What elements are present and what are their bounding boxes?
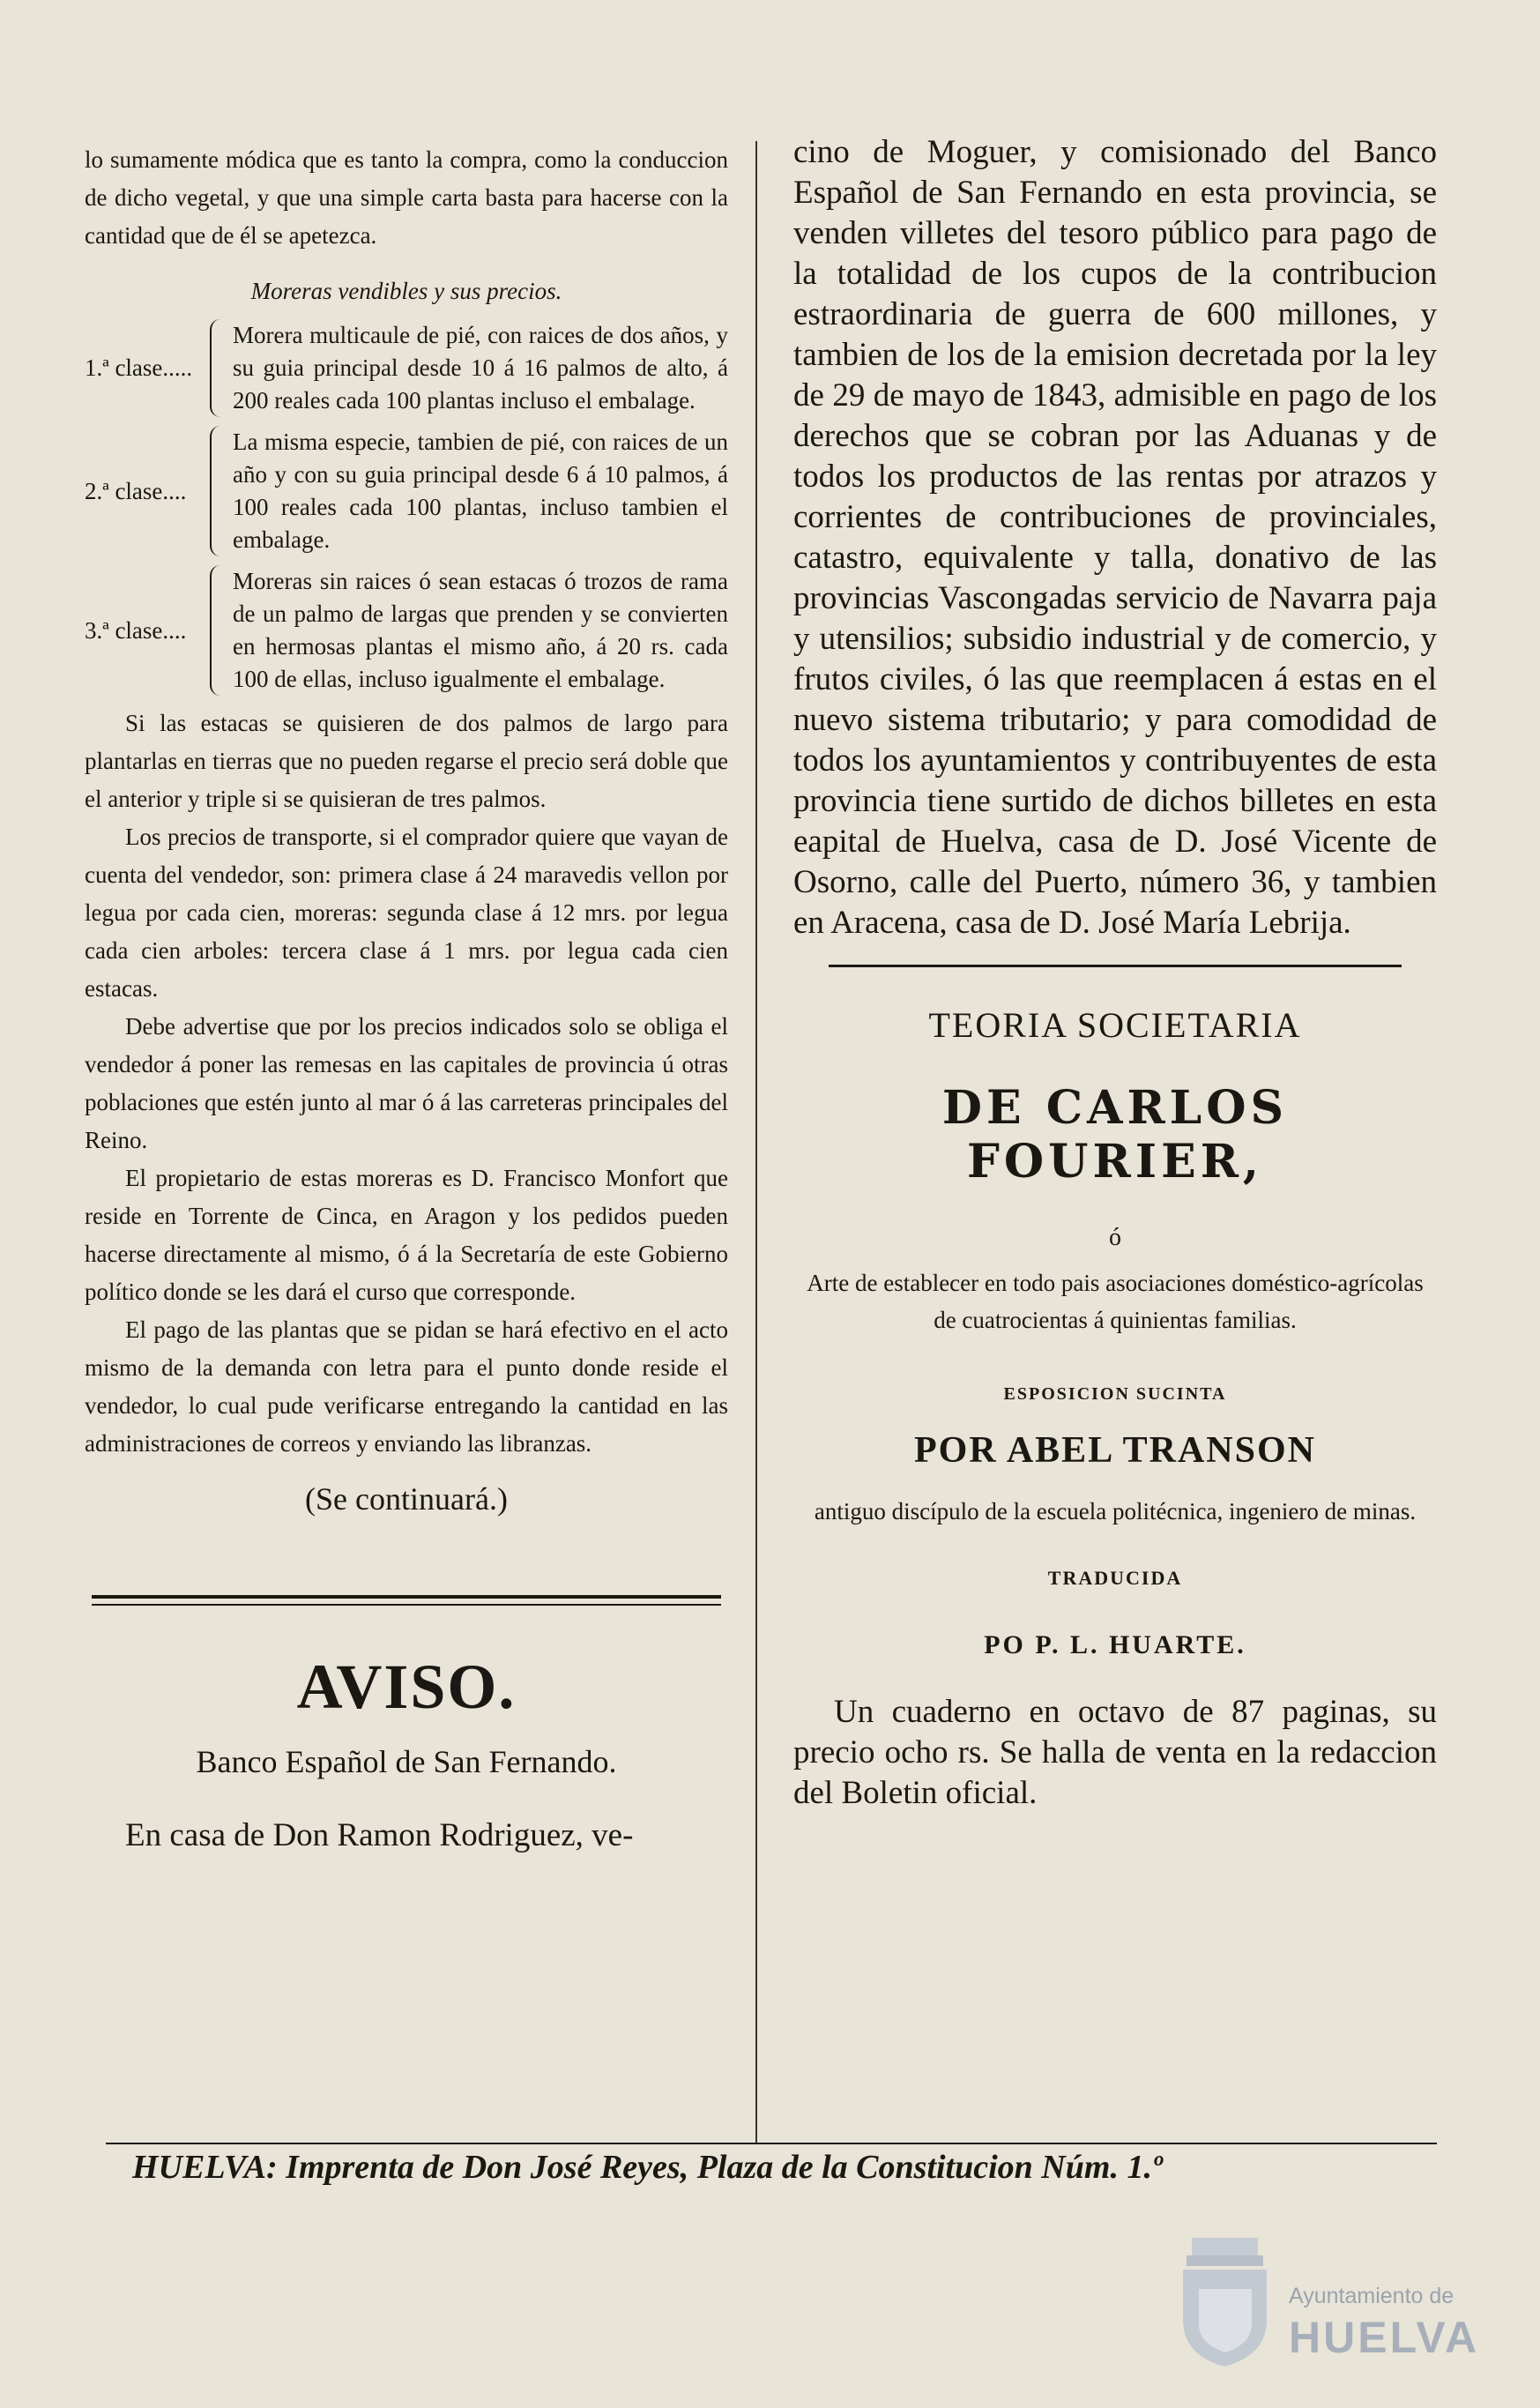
imprint-footer: HUELVA: Imprenta de Don José Reyes, Plaza de la Constitucion Núm. 1.º bbox=[132, 2149, 1163, 2186]
left-body bbox=[85, 705, 728, 1463]
footer-rule bbox=[106, 2143, 1437, 2144]
author-description: antiguo discípulo de la escuela politécnica, ingeniero de minas. bbox=[814, 1498, 1417, 1525]
en-casa-text: En casa de Don Ramon Rodriguez, ve- bbox=[125, 1817, 634, 1853]
aviso-body: cino de Moguer, y comisionado del Banco Español de San Fernando en esta provincia, se venden villetes del tesoro público para pago de la totalidad de los cupos de la contribucion estraordinaria de guerra de 600 millones, y tambien de los de la emision decretada por la ley de 29 de mayo de 1843, admisible en pago de los derechos que se cobran por las Aduanas y de todos los productos de las rentas por atrazos y corrientes de contribuciones de provinciales, catastro, equivalente y talla, donativo de las provincias Vascongadas servicio de Navarra paja y utensilios; subsidio industrial y de comercio, y frutos civiles, ó las que reemplacen á estas en el nuevo sistema tributario; y para comodidad de todos los ayuntamientos y contribuyentes de esta provincia tiene surtido de dichos billetes en esta eapital de Huelva, casa de D. José Vicente de Osorno, calle del Puerto, número 36, y tambien en Aracena, casa de D. José María Lebrija. bbox=[793, 134, 1437, 941]
paragraph: El propietario de estas moreras es D. Francisco Monfort que reside en Torrente de Cinca, en Aragon y los pedidos pueden hacerse directamente al mismo, ó á la Secretaría de este Gobierno político donde se les dará el curso que corresponde. bbox=[85, 1165, 728, 1305]
cuaderno-text: Un cuaderno en octavo de 87 paginas, su precio ocho rs. Se halla de venta en la redaccion del Boletin oficial. bbox=[793, 1694, 1437, 1811]
teoria-heading: TEORIA SOCIETARIA bbox=[928, 1005, 1302, 1045]
clase-label: 2.ª clase.... bbox=[85, 477, 187, 504]
watermark-line1: Ayuntamiento de bbox=[1289, 2284, 1454, 2308]
brace-icon bbox=[210, 319, 227, 417]
continuara: (Se continuará.) bbox=[305, 1481, 508, 1517]
banco-heading: Banco Español de San Fernando. bbox=[196, 1744, 617, 1779]
author-heading: POR ABEL TRANSON bbox=[914, 1430, 1316, 1471]
clase-row-3 bbox=[85, 565, 728, 696]
esposicion-label: ESPOSICION SUCINTA bbox=[1003, 1384, 1227, 1404]
intro-text: lo sumamente módica que es tanto la compra, como la conduccion de dicho vegetal, y que una simple carta basta para hacerse con la cantidad que de él se apetezca. bbox=[85, 146, 728, 249]
fourier-heading: DE CARLOS FOURIER, bbox=[941, 1081, 1289, 1189]
brace-icon bbox=[210, 565, 227, 696]
clase-row-2 bbox=[85, 426, 728, 556]
clase-label: 3.ª clase.... bbox=[85, 616, 187, 644]
aviso-heading: AVISO. bbox=[296, 1651, 517, 1722]
o-conjunction: ó bbox=[1109, 1224, 1121, 1251]
left-column bbox=[85, 141, 728, 1856]
column-divider bbox=[755, 141, 757, 2143]
aviso-continuation bbox=[793, 132, 1437, 943]
single-rule bbox=[829, 965, 1402, 967]
brace-icon bbox=[210, 426, 227, 556]
intro-paragraph bbox=[85, 141, 728, 255]
paragraph: Los precios de transporte, si el comprador quiere que vayan de cuenta del vendedor, son: primera clase á 24 maravedis vellon por legua por cada cien, moreras: segunda clase á 12 mrs. por legua cada cien arboles: tercera clase á 1 mrs. por legua cada cien estacas. bbox=[85, 824, 728, 1002]
paragraph: Si las estacas se quisieren de dos palmos de largo para plantarlas en tierras que no pueden regarse el precio será doble que el anterior y triple si se quisieran de tres palmos. bbox=[85, 710, 728, 812]
paragraph: Debe advertise que por los precios indicados solo se obliga el vendedor á poner las remesas en las capitales de provincia ú otras poblaciones que estén junto al mar ó á las carreteras principales del Reino. bbox=[85, 1013, 728, 1153]
clase-text: Moreras sin raices ó sean estacas ó trozos de rama de un palmo de largas que prenden y se convierten en hermosas plantas el mismo año, á 20 rs. cada 100 de ellas, incluso igualmente el embalage. bbox=[233, 568, 728, 692]
traducida-label: TRADUCIDA bbox=[1047, 1567, 1183, 1589]
city-crest-icon bbox=[1174, 2236, 1276, 2368]
clase-text: Morera multicaule de pié, con raices de dos años, y su guia principal desde 10 á 16 palmos de alto, á 200 reales cada 100 plantas incluso el embalage. bbox=[233, 322, 728, 414]
double-rule bbox=[92, 1595, 721, 1606]
clase-label: 1.ª clase..... bbox=[85, 354, 193, 381]
right-column bbox=[793, 132, 1437, 1814]
watermark-line2: HUELVA bbox=[1289, 2313, 1480, 2362]
arte-subtitle: Arte de establecer en todo pais asociaciones doméstico-agrícolas de cuatrocientas á quinientas familias. bbox=[807, 1270, 1424, 1333]
moreras-title: Moreras vendibles y sus precios. bbox=[250, 278, 562, 304]
clase-text: La misma especie, tambien de pié, con raices de un año y con su guia principal desde 6 á 10 palmos, á 100 reales cada 100 plantas, incluso tambien el embalage. bbox=[233, 429, 728, 553]
translator-heading: PO P. L. HUARTE. bbox=[984, 1630, 1246, 1659]
clase-row-1 bbox=[85, 319, 728, 417]
paragraph: El pago de las plantas que se pidan se hará efectivo en el acto mismo de la demanda con letra para el punto donde reside el vendedor, lo cual pude verificarse entregando la cantidad en las administraciones de correos y enviando las libranzas. bbox=[85, 1316, 728, 1457]
